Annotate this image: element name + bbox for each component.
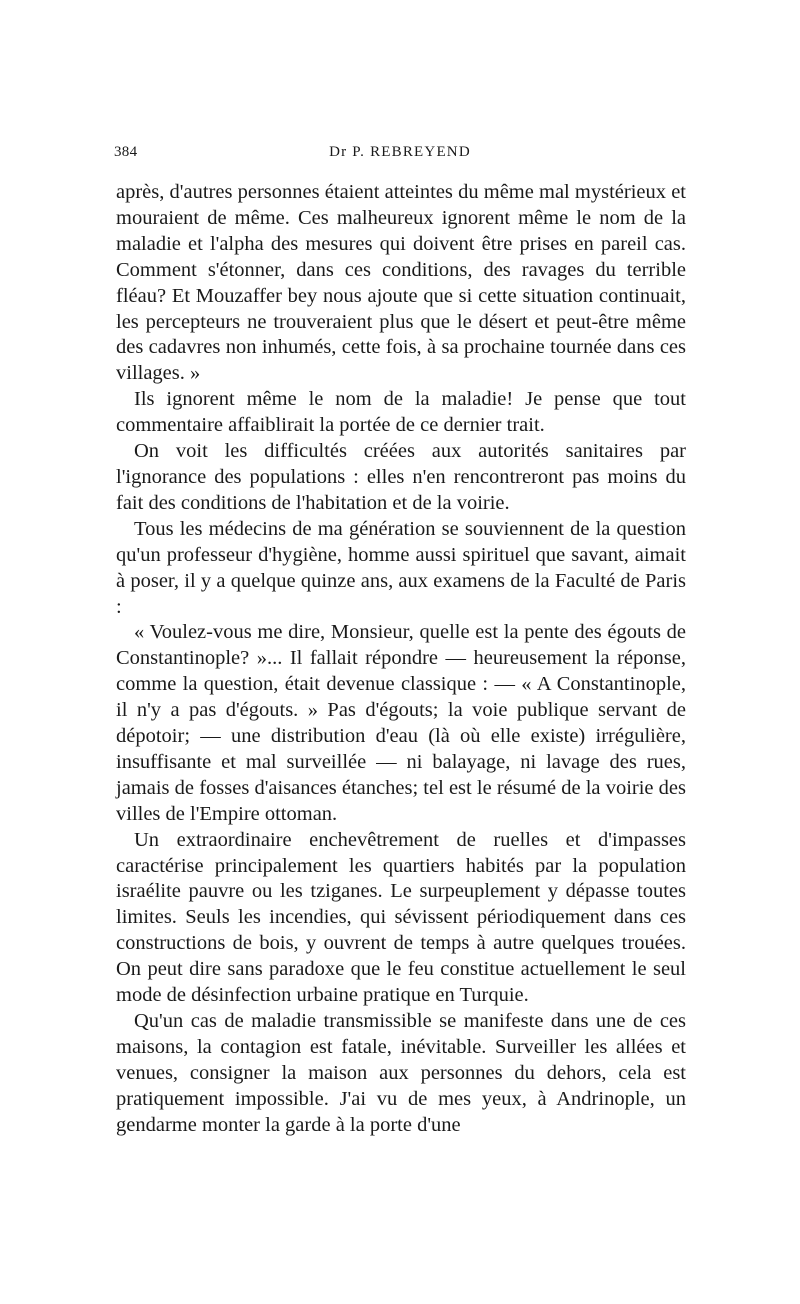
running-head: Dr P. REBREYEND <box>329 144 471 160</box>
paragraph: Qu'un cas de maladie transmissible se manifeste dans une de ces maisons, la contagion est fatale, inévitable. Surveiller les allées et venues, consigner la maison aux personnes du dehors, cela est pratiquement impossible. J'ai vu de mes yeux, à Andrinople, un gendarme monter la garde à la porte d'une <box>116 1010 686 1136</box>
paragraph: Tous les médecins de ma génération se souviennent de la question qu'un professeur d'hygiène, homme aussi spirituel que savant, aimait à poser, il y a quelque quinze ans, aux examens de la Faculté de Paris : <box>116 517 686 618</box>
paragraph: « Voulez-vous me dire, Monsieur, quelle est la pente des égouts de Constantinople? »... Il fallait répondre — heureusement la réponse, comme la question, était devenue classique : — « A Constantinople, il n'y a pas d'égouts. » Pas d'égouts; la voie publique servant de dépotoir; — une distribution d'eau (là où elle existe) irrégulière, insuffisante et mal surveillée — ni balayage, ni lavage des rues, jamais de fosses d'aisances étanches; tel est le résumé de la voirie des villes de l'Empire ottoman. <box>116 621 686 825</box>
paragraph: Ils ignorent même le nom de la maladie! Je pense que tout commentaire affaiblirait la portée de ce dernier trait. <box>116 388 686 437</box>
page-number: 384 <box>114 144 138 160</box>
page-header <box>114 140 686 166</box>
paragraph: après, d'autres personnes étaient atteintes du même mal mystérieux et mouraient de même. Ces malheureux ignorent même le nom de la maladie et l'alpha des mesures qui doivent être prises en pareil cas. Comment s'étonner, dans ces conditions, des ravages du terrible fléau? Et Mouzaffer bey nous ajoute que si cette situation continuait, les percepteurs ne trouveraient plus que le désert et peut-être même des cadavres non inhumés, cette fois, à sa prochaine tournée dans ces villages. » <box>116 181 686 385</box>
body-text <box>116 180 686 1139</box>
paragraph: On voit les difficultés créées aux autorités sanitaires par l'ignorance des populations : elles n'en rencontreront pas moins du fait des conditions de l'habitation et de la voirie. <box>116 440 686 514</box>
paragraph: Un extraordinaire enchevêtrement de ruelles et d'impasses caractérise principalement les quartiers habités par la population israélite pauvre ou les tziganes. Le surpeuplement y dépasse toutes limites. Seuls les incendies, qui sévissent périodiquement dans ces constructions de bois, y ouvrent de temps à autre quelques trouées. On peut dire sans paradoxe que le feu constitue actuellement le seul mode de désinfection urbaine pratique en Turquie. <box>116 828 686 1007</box>
